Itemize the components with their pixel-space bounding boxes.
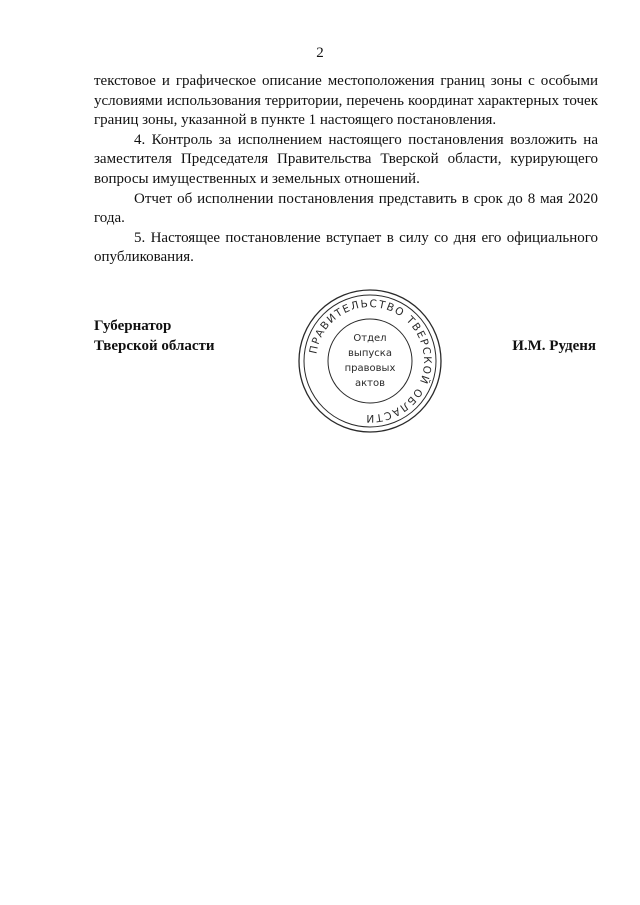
- paragraph-item-5: 5. Настоящее постановление вступает в силу со дня его официального опубликования.: [94, 229, 598, 266]
- paragraph-continuation: текстовое и графическое описание местоположения границ зоны с особыми условиями использования территории, перечень координат характерных точек границ зоны, указанной в пункте 1 настоящего постановления.: [94, 73, 598, 129]
- official-stamp: [297, 288, 443, 434]
- stamp-ring-text: ПРАВИТЕЛЬСТВО ТВЕРСКОЙ ОБЛАСТИ: [307, 297, 434, 425]
- signatory-region: Тверской области: [94, 338, 215, 354]
- stamp-inner-line: выпуска: [348, 348, 392, 359]
- stamp-inner-line: актов: [354, 378, 386, 389]
- signatory-position: [94, 316, 215, 356]
- page-number: 2: [316, 45, 324, 61]
- paragraph-report-deadline: Отчет об исполнении постановления представить в срок до 8 мая 2020 года.: [94, 190, 598, 227]
- stamp-inner-line: правовых: [344, 363, 396, 374]
- signatory-title: Губернатор: [94, 318, 172, 334]
- stamp-inner-line: Отдел: [353, 333, 387, 344]
- stamp-seal-icon: [297, 288, 443, 434]
- document-body: [94, 72, 598, 268]
- paragraph-item-4: 4. Контроль за исполнением настоящего постановления возложить на заместителя Председателя Правительства Тверской области, курирующего вопросы имущественных и земельных отношений.: [94, 131, 598, 187]
- signatory-name: И.М. Руденя: [512, 338, 596, 354]
